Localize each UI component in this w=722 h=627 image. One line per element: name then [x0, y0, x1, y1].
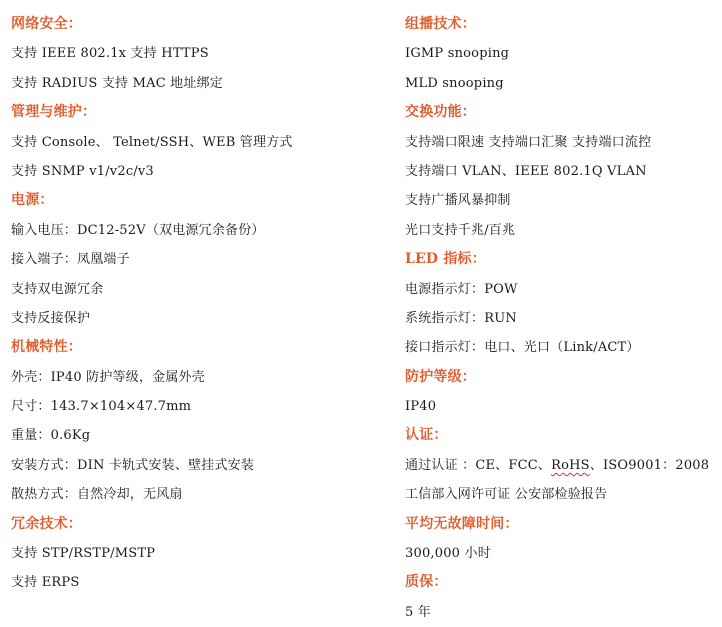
spec-line: 300,000 小时	[405, 546, 491, 562]
spec-line: 散热方式：自然冷却，无风扇	[11, 487, 183, 503]
section-heading-mtbf: 平均无故障时间：	[405, 515, 519, 532]
section-heading-switching: 交换功能：	[405, 104, 476, 121]
spec-line: 重量：0.6Kg	[11, 428, 91, 444]
section-heading-security: 网络安全：	[11, 16, 82, 32]
spec-line: 支持双电源冗余	[11, 281, 104, 297]
spec-line: IGMP snooping	[405, 46, 510, 62]
spec-line: 外壳：IP40 防护等级，金属外壳	[11, 369, 205, 385]
cert-suffix: 、ISO9001：2008	[589, 457, 710, 473]
section-heading-power: 电源：	[11, 192, 54, 209]
section-heading-certification: 认证：	[405, 427, 448, 444]
spec-line: 输入电压：DC12-52V（双电源冗余备份）	[11, 222, 265, 238]
spec-line-certifications	[405, 451, 715, 480]
spec-line: 支持端口 VLAN、IEEE 802.1Q VLAN	[405, 163, 647, 179]
spec-line: 系统指示灯：RUN	[405, 310, 517, 326]
spec-line: 安装方式：DIN 卡轨式安装、壁挂式安装	[11, 457, 255, 473]
spec-line: 电源指示灯：POW	[405, 281, 518, 297]
spec-line: 接口指示灯：电口、光口（Link/ACT）	[405, 340, 640, 356]
section-heading-mechanical: 机械特性：	[11, 339, 82, 356]
spec-line: 接入端子：凤凰端子	[11, 252, 130, 268]
section-heading-redundancy: 冗余技术：	[11, 515, 82, 532]
spec-line: 支持 IEEE 802.1x 支持 HTTPS	[11, 46, 209, 62]
section-heading-multicast: 组播技术：	[405, 16, 476, 32]
spec-line: 尺寸：143.7×104×47.7mm	[11, 399, 192, 415]
spec-line: 光口支持千兆/百兆	[405, 222, 516, 238]
spec-line: 支持 SNMP v1/v2c/v3	[11, 163, 154, 179]
spec-line: 支持广播风暴抑制	[405, 193, 511, 209]
left-column	[11, 10, 381, 598]
spec-line-warranty: 5 年	[405, 604, 432, 620]
spec-line: 支持 ERPS	[11, 575, 80, 591]
spec-line: 支持 STP/RSTP/MSTP	[11, 546, 156, 562]
section-heading-led: LED 指标：	[405, 251, 486, 268]
cert-rohs: RoHS	[551, 457, 590, 473]
spec-line: IP40	[405, 399, 437, 415]
spec-line: 支持 RADIUS 支持 MAC 地址绑定	[11, 75, 223, 91]
spec-line: MLD snooping	[405, 75, 504, 91]
section-heading-protection: 防护等级：	[405, 368, 476, 385]
spec-line: 工信部入网许可证 公安部检验报告	[405, 487, 608, 503]
section-heading-management: 管理与维护：	[11, 104, 97, 121]
spec-line: 支持端口限速 支持端口汇聚 支持端口流控	[405, 134, 652, 150]
cert-prefix: 通过认证 ：CE、FCC、	[405, 457, 552, 473]
right-column	[405, 10, 715, 620]
spec-line: 支持 Console、 Telnet/SSH、WEB 管理方式	[11, 134, 293, 150]
section-heading-warranty: 质保：	[405, 574, 448, 591]
spec-line: 支持反接保护	[11, 310, 91, 326]
